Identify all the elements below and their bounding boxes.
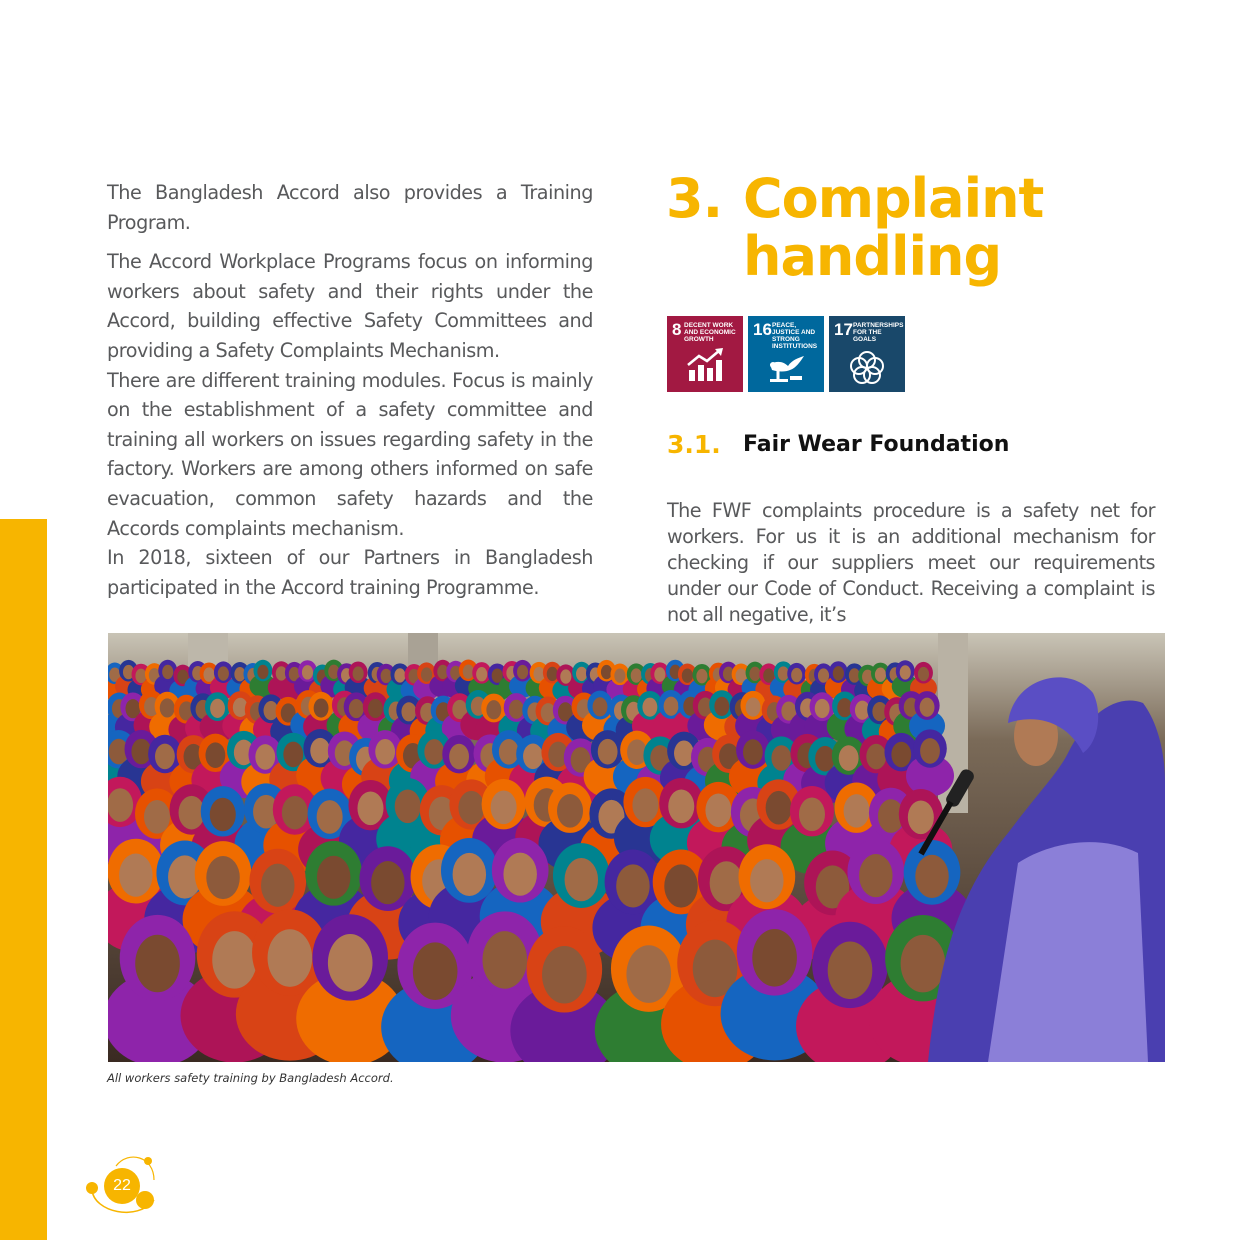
fwf-complaints-paragraph: The FWF complaints procedure is a safety net for workers. For us it is an additional mechanism for checking if our suppliers meet our requirements under our Code of Conduct. Receiving a complaint is not all negative, it’s (667, 499, 1155, 626)
sdg-16-number: 16 (753, 320, 772, 339)
section-title-line-1: Complaint (743, 167, 1044, 230)
subsection-title: Fair Wear Foundation (743, 432, 1010, 457)
left-text-column (107, 178, 593, 602)
interlocking-rings-icon (847, 348, 887, 388)
subsection-number: 3.1. (667, 430, 721, 459)
sdg-17-number: 17 (834, 320, 853, 339)
sdg-8-badge (667, 316, 743, 392)
training-photo (108, 633, 1165, 1062)
photo-caption: All workers safety training by Bangladesh Accord. (107, 1071, 394, 1085)
paragraph-partners-2018: In 2018, sixteen of our Partners in Bangladesh participated in the Accord training Programme. (107, 546, 593, 599)
sdg-16-label: PEACE, JUSTICE AND STRONG INSTITUTIONS (772, 322, 818, 350)
growth-chart-icon (685, 348, 725, 382)
sdg-8-label: DECENT WORK AND ECONOMIC GROWTH (684, 322, 736, 343)
section-number: 3. (666, 167, 723, 230)
sdg-icons (667, 316, 905, 392)
sdg-17-badge (829, 316, 905, 392)
sdg-17-label: PARTNERSHIPS FOR THE GOALS (853, 322, 904, 343)
sdg-8-number: 8 (672, 320, 682, 339)
paragraph-workplace-programs: The Accord Workplace Programs focus on informing workers about safety and their rights under the Accord, building effective Safety Committees and providing a Safety Complaints Mechanism. (107, 250, 593, 362)
paragraph-training-modules: There are different training modules. Focus is mainly on the establishment of a safety committee and training all workers on issues regarding safety in the factory. Workers are among others informed on safe evacuation, common safety hazards and the Accords complaints mechanism. (107, 368, 593, 540)
accent-side-bar (0, 519, 47, 1240)
paragraph-training-program: The Bangladesh Accord also provides a Training Program. (107, 181, 593, 234)
section-title (743, 167, 1044, 288)
sdg-16-badge (748, 316, 824, 392)
page-number: 22 (104, 1168, 140, 1204)
dove-gavel-icon (764, 350, 808, 384)
section-title-line-2: handling (743, 225, 1002, 288)
